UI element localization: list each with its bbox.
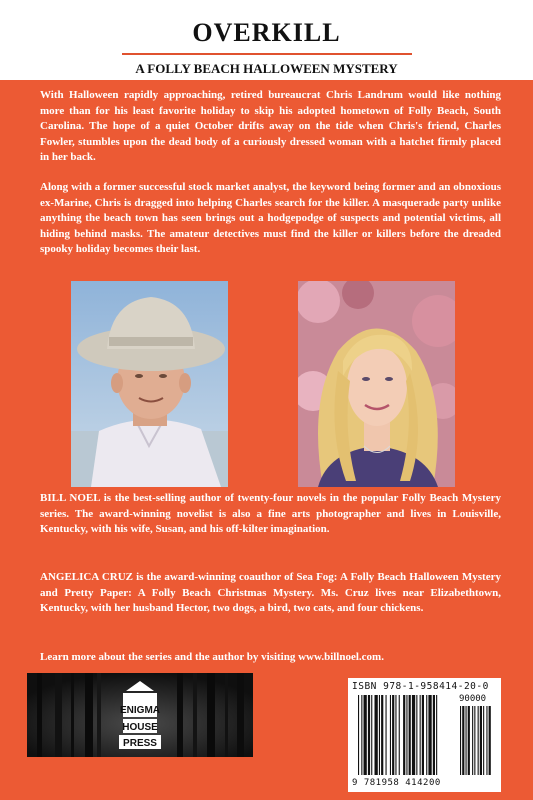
isbn-number: ISBN 978-1-958414-20-0 [352, 681, 489, 692]
logo-line-house: HOUSE [122, 722, 158, 733]
logo-line-press: PRESS [123, 738, 157, 749]
logo-line-enigma: ENIGMA [120, 705, 160, 716]
cover-body [0, 80, 533, 800]
blurb-paragraph-1: With Halloween rapidly approaching, retired bureaucrat Chris Landrum would like nothing more than for his least favorite holiday to skip his adopted hometown of Folly Beach, South Carolina. The hope of a quiet October drifts away on the tide when Chris's friend, Charles Fowler, stumbles upon the dead body of a curiously dressed woman with a hatchet firmly placed in her back. [40, 89, 501, 163]
book-subtitle: A FOLLY BEACH HALLOWEEN MYSTERY [135, 61, 398, 76]
title-banner [0, 0, 533, 80]
price-code: 90000 [459, 694, 487, 704]
blurb-paragraph-2: Along with a former successful stock market analyst, the keyword being former and an obnoxious ex-Marine, Chris is dragged into helping Charles search for the killer. A masquerade party unlike anything the beach town has seen brings out a hodgepodge of suspects and potential victims, all hiding behind masks. The amateur detectives must find the killer or killers before the dreaded spooky holiday becomes their last. [40, 181, 501, 255]
book-title: OVERKILL [192, 18, 341, 47]
learn-more-text: Learn more about the series and the author by visiting www.billnoel.com. [40, 651, 384, 663]
author-photo-angelica-cruz [298, 281, 455, 487]
barcode-digits: 9 781958 414200 [352, 778, 441, 788]
author-photo-bill-noel [71, 281, 228, 487]
author-bio-bill-noel: BILL NOEL is the best-selling author of twenty-four novels in the popular Folly Beach Mystery series. The award-winning novelist is also a fine arts photographer and lives in Louisville, Kentucky, with his wife, Susan, and his off-kilter imagination. [40, 492, 501, 535]
title-divider [122, 53, 412, 55]
isbn-barcode [348, 678, 501, 792]
publisher-logo [27, 673, 253, 757]
author-bio-angelica-cruz: ANGELICA CRUZ is the award-winning coauthor of Sea Fog: A Folly Beach Halloween Mystery and Pretty Paper: A Folly Beach Christmas Mystery. Ms. Cruz lives near Elizabethtown, Kentucky, with her husband Hector, two dogs, a bird, two cats, and four chickens. [40, 571, 501, 614]
